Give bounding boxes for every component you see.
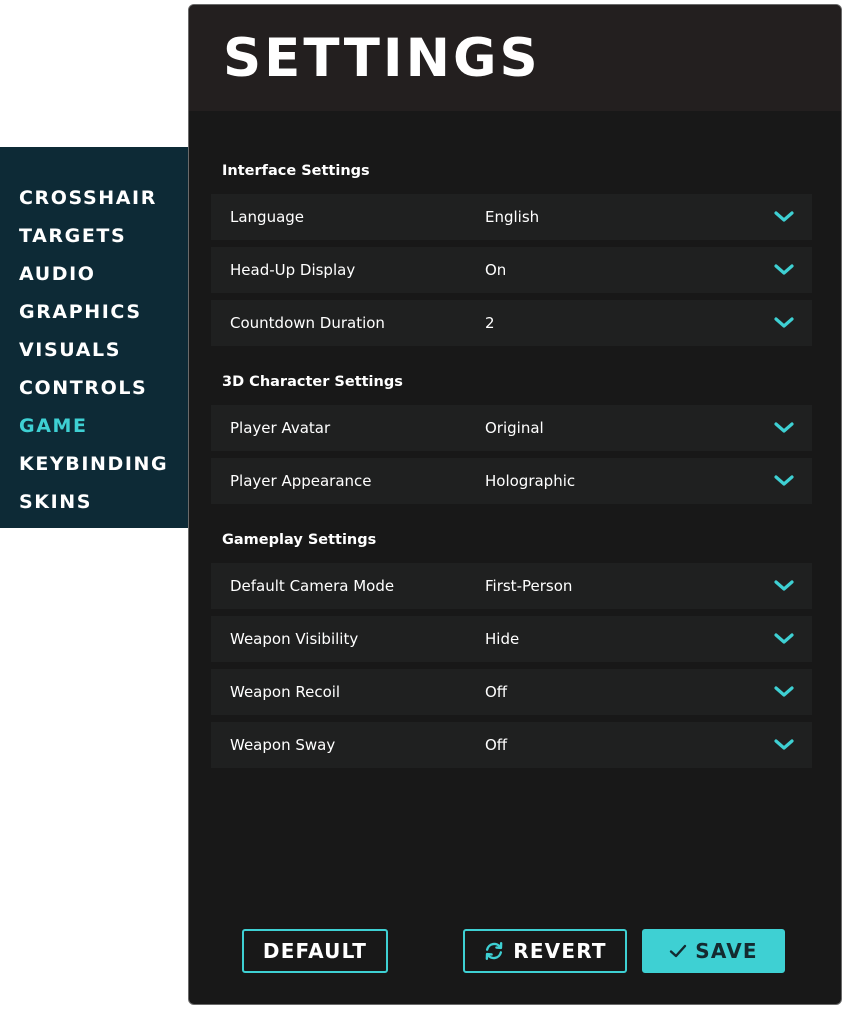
setting-label: Player Appearance <box>230 472 372 490</box>
section-title-gameplay: Gameplay Settings <box>222 532 377 548</box>
checkmark-icon <box>669 943 687 959</box>
setting-value: Holographic <box>485 472 576 490</box>
setting-label: Weapon Visibility <box>230 630 359 648</box>
setting-row-weapon-recoil[interactable] <box>211 669 812 715</box>
sidebar-item-graphics[interactable]: GRAPHICS <box>19 301 142 323</box>
section-title-interface: Interface Settings <box>222 163 370 179</box>
setting-value: Hide <box>485 630 520 648</box>
setting-value: Off <box>485 683 508 701</box>
setting-value: On <box>485 261 507 279</box>
setting-row-countdown-duration[interactable] <box>211 300 812 346</box>
page-title: SETTINGS <box>223 28 541 89</box>
revert-button-label: REVERT <box>513 939 607 963</box>
sidebar-item-controls[interactable]: CONTROLS <box>19 377 148 399</box>
sidebar-item-audio[interactable]: AUDIO <box>19 263 96 285</box>
setting-row-weapon-sway[interactable] <box>211 722 812 768</box>
chevron-down-icon[interactable] <box>774 317 794 329</box>
setting-label: Player Avatar <box>230 419 331 437</box>
chevron-down-icon[interactable] <box>774 422 794 434</box>
setting-value: First-Person <box>485 577 573 595</box>
setting-row-language[interactable] <box>211 194 812 240</box>
setting-label: Weapon Recoil <box>230 683 341 701</box>
sidebar-item-visuals[interactable]: VISUALS <box>19 339 121 361</box>
settings-category-sidebar <box>0 147 188 528</box>
setting-row-player-appearance[interactable] <box>211 458 812 504</box>
setting-label: Head-Up Display <box>230 261 356 279</box>
revert-button[interactable] <box>463 929 627 973</box>
setting-row-default-camera-mode[interactable] <box>211 563 812 609</box>
setting-label: Countdown Duration <box>230 314 385 332</box>
default-button-label: DEFAULT <box>262 939 368 963</box>
settings-panel <box>188 4 842 1005</box>
setting-label: Weapon Sway <box>230 736 336 754</box>
chevron-down-icon[interactable] <box>774 686 794 698</box>
setting-row-head-up-display[interactable] <box>211 247 812 293</box>
sidebar-item-skins[interactable]: SKINS <box>19 491 93 513</box>
save-button-label: SAVE <box>695 939 758 963</box>
setting-value: Off <box>485 736 508 754</box>
chevron-down-icon[interactable] <box>774 211 794 223</box>
setting-row-weapon-visibility[interactable] <box>211 616 812 662</box>
chevron-down-icon[interactable] <box>774 475 794 487</box>
section-title-3d-character: 3D Character Settings <box>222 374 403 390</box>
setting-value: Original <box>485 419 544 437</box>
sidebar-item-game[interactable]: GAME <box>19 415 88 437</box>
refresh-icon <box>483 940 505 962</box>
setting-value: English <box>485 208 540 226</box>
chevron-down-icon[interactable] <box>774 739 794 751</box>
save-button[interactable] <box>642 929 785 973</box>
sidebar-item-keybinding[interactable]: KEYBINDING <box>19 453 169 475</box>
sidebar-item-targets[interactable]: TARGETS <box>19 225 127 247</box>
sidebar-item-crosshair[interactable]: CROSSHAIR <box>19 187 157 209</box>
chevron-down-icon[interactable] <box>774 264 794 276</box>
panel-header <box>189 5 841 111</box>
setting-label: Default Camera Mode <box>230 577 395 595</box>
setting-label: Language <box>230 208 305 226</box>
default-button[interactable] <box>242 929 388 973</box>
chevron-down-icon[interactable] <box>774 580 794 592</box>
chevron-down-icon[interactable] <box>774 633 794 645</box>
setting-row-player-avatar[interactable] <box>211 405 812 451</box>
setting-value: 2 <box>485 314 495 332</box>
